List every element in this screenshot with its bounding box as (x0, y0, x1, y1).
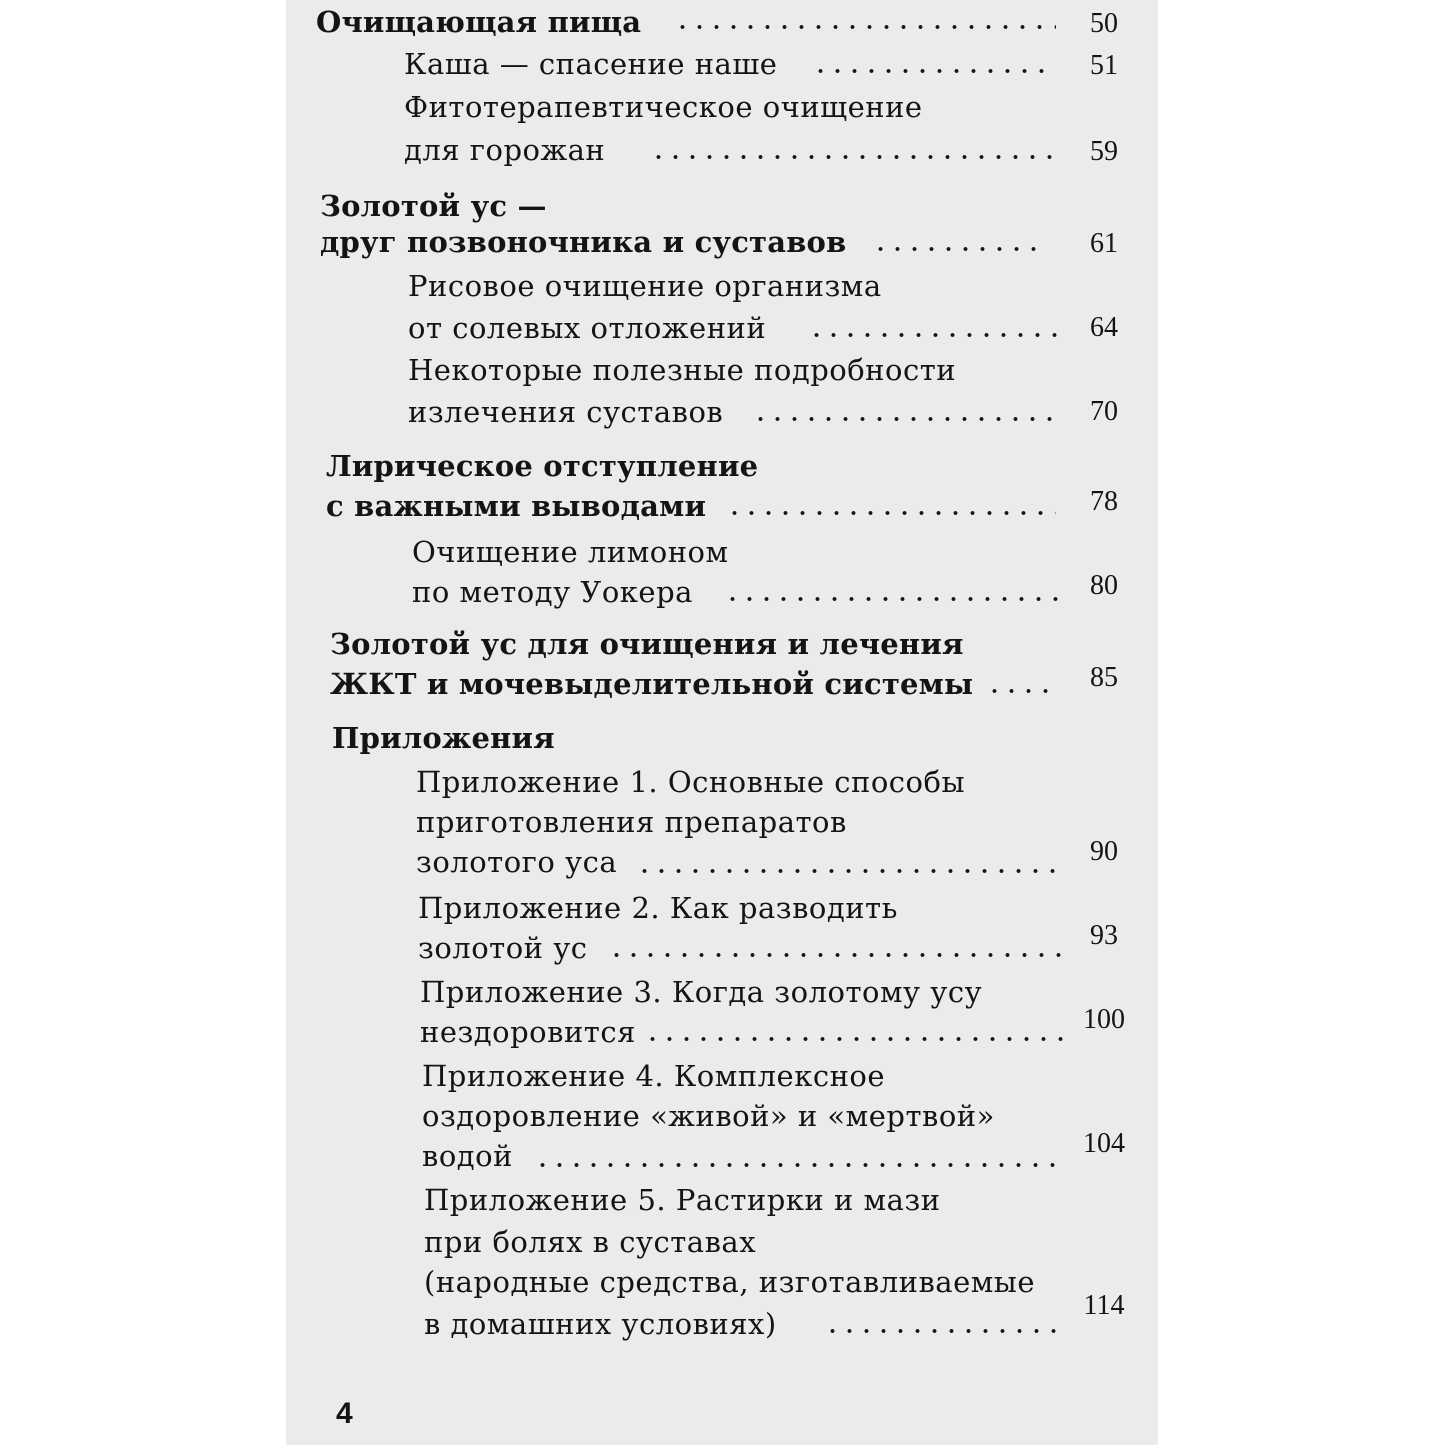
folio-page-number: 4 (336, 1397, 353, 1430)
leader-dots (636, 868, 1060, 874)
page-number: 104 (1083, 1128, 1125, 1159)
page-number: 85 (1090, 662, 1118, 693)
page-number: 70 (1090, 396, 1118, 427)
leader-dots (726, 510, 1056, 516)
toc-entry-title-line: Рисовое очищение организма (408, 269, 882, 303)
toc-entry-title-line: от солевых отложений (408, 311, 767, 345)
toc-entry-title-line: приготовления препаратов (416, 805, 847, 839)
toc-entry-title-line: Очищение лимоном (412, 535, 729, 569)
page-number: 51 (1090, 50, 1118, 81)
toc-entry-title-line: Приложение 3. Когда золотому усу (420, 975, 983, 1009)
toc-entry-title-line: излечения суставов (408, 395, 724, 429)
page-number: 59 (1090, 136, 1118, 167)
page-number: 93 (1090, 920, 1118, 951)
leader-dots (872, 246, 1048, 252)
page-number: 61 (1090, 228, 1118, 259)
page-number: 114 (1083, 1290, 1125, 1321)
toc-entry-title-line: Золотой ус — (320, 189, 547, 223)
leader-dots (534, 1162, 1064, 1168)
toc-entry-title-line: при болях в суставах (424, 1225, 757, 1259)
toc-entry-title-line: водой (422, 1139, 513, 1173)
toc-entry-title-line: Лирическое отступление (326, 449, 759, 483)
toc-entry-title-line: в домашних условиях) (424, 1307, 777, 1341)
toc-entry-title-line: Фитотерапевтическое очищение (404, 90, 923, 124)
page-number: 90 (1090, 836, 1118, 867)
toc-entry-title-line: друг позвоночника и суставов (320, 225, 847, 259)
toc-entry-title-line: Золотой ус для очищения и лечения (330, 627, 964, 661)
toc-entry-title-line: для горожан (404, 133, 606, 167)
toc-entry-title-line: золотой ус (418, 931, 588, 965)
leader-dots (752, 416, 1064, 422)
leader-dots (674, 24, 1056, 30)
toc-entry-title-line: (народные средства, изготавливаемые (424, 1265, 1036, 1299)
page-number: 78 (1090, 486, 1118, 517)
page-number: 50 (1090, 8, 1118, 39)
toc-entry-title-line: с важными выводами (326, 489, 707, 523)
leader-dots (644, 1036, 1064, 1042)
page-number: 64 (1090, 312, 1118, 343)
toc-entry-title-line: Приложение 2. Как разводить (418, 891, 898, 925)
toc-entry-title-line: Каша — спасение наше (404, 47, 778, 81)
leader-dots (608, 952, 1062, 958)
leader-dots (812, 68, 1048, 74)
toc-entry-title-line: оздоровление «живой» и «мертвой» (422, 1099, 995, 1133)
toc-entry-title-line: Приложение 1. Основные способы (416, 765, 966, 799)
toc-entry-title-line: Приложение 4. Комплексное (422, 1059, 886, 1093)
toc-entry-title-line: нездоровится (420, 1015, 636, 1049)
leader-dots (986, 688, 1058, 694)
toc-entry-title-line: золотого уса (416, 845, 618, 879)
page-number: 100 (1083, 1004, 1125, 1035)
leader-dots (650, 154, 1060, 160)
page-number: 80 (1090, 570, 1118, 601)
leader-dots (724, 596, 1058, 602)
toc-entry-title-line: ЖКТ и мочевыделительной системы (330, 667, 974, 701)
leader-dots (824, 1328, 1064, 1334)
toc-entry-title-line: Очищающая пища (316, 5, 642, 39)
toc-entry-title-line: Некоторые полезные подробности (408, 353, 957, 387)
toc-entry-title-line: Приложение 5. Растирки и мази (424, 1183, 941, 1217)
toc-entry-title-line: по методу Уокера (412, 575, 693, 609)
toc-section-heading: Приложения (332, 721, 555, 755)
leader-dots (808, 332, 1064, 338)
